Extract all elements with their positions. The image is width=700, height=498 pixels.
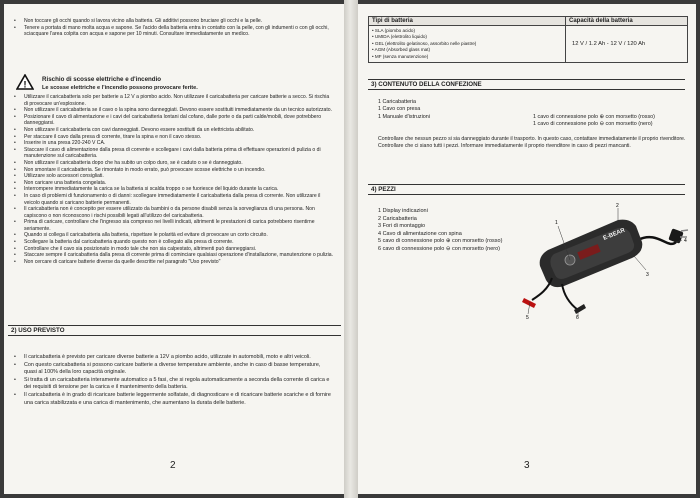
usage-item: • Con questo caricabatteria si possono caricare batterie a diverse temperature ambiente, anche in caso di basse temperature, quasi al 100% della loro capacità originale. [12, 362, 334, 377]
contents-note: Controllare che nessun pezzo si sia danneggiato durante il trasporto. In questo caso, contattare immediatamente il proprio rivenditore. Controllare che ci siano tutti i pezzi. Informare immediatamente il proprio rivenditore in caso di pezzi mancanti. [378, 136, 686, 150]
contents-item: 1 cavo di connessione polo ⊕ con morsetto (rosso) [533, 114, 655, 120]
contents-item: 1 Manuale d'istruzioni [378, 113, 430, 120]
warning-item: • Non utilizzare il caricabatteria con cavi danneggiati. Devono essere sostituiti da un elettricista abilitato. [12, 127, 334, 134]
battery-type: • SLA (piombo acido) [372, 28, 415, 33]
warning-item: • Non utilizzare il caricabatteria dopo che ha subito un colpo duro, se è caduto o se è danneggiato. [12, 160, 334, 167]
battery-type: • UMIDA (elettrolito liquido) [372, 34, 427, 40]
warning-item: • Posizionare il cavo di alimentazione e i cavi del caricabatteria lontani dal cofano, dalle porte o da parti calde/mobili, dove potrebbero danneggiarsi. [12, 114, 334, 127]
battery-type: • AGM (Absorbed glass mat) [372, 47, 431, 53]
charger-brand: E-BEAR [602, 227, 627, 242]
warning-item: • Scollegare la batteria dal caricabatteria quando questo non è collegato alla presa di corrente. [12, 239, 334, 246]
warning-bullets [12, 94, 334, 265]
right-page [358, 4, 696, 494]
warning-item: • In caso di problemi di funzionamento o di danni: scollegare immediatamente il caricabatteria dalla presa di corrente. Non utilizzare il veicolo quando si caricano batterie permanenti. [12, 193, 334, 206]
battery-capacity: 12 V / 1.2 Ah - 12 V / 120 Ah [566, 26, 688, 63]
section-contents: 3) CONTENUTO DELLA CONFEZIONE [368, 79, 685, 90]
parts-item: 4 Cavo di alimentazione con spina [378, 230, 462, 237]
book-gutter [344, 0, 358, 498]
warning-item: • Staccare sempre il caricabatteria dalla presa di corrente prima di cominciare qualsiasi operazione d'installazione, manutenzione o pulizia. [12, 252, 334, 259]
intro-item: • Non toccare gli occhi quando si lavora vicino alla batteria. Gli additivi possono bruciare gli occhi e la pelle. [12, 18, 334, 25]
warning-item: • Controllare che il cavo sia posizionato in modo tale che non sia calpestato, altrimenti può danneggiarsi. [12, 246, 334, 253]
warning-triangle-icon [16, 74, 34, 90]
warning-item: • Interrompere immediatamente la carica se la batteria si scalda troppo o se fuoriesce del liquido durante la carica. [12, 186, 334, 193]
usage-item: • Il caricabatteria è previsto per caricare diverse batterie a 12V a piombo acido, utilizzate in automobili, moto e altri veicoli. [12, 354, 334, 362]
warning-item: • Per staccare il cavo dalla presa di corrente, tirare la spina e non il cavo stesso. [12, 134, 334, 141]
warning-item: • Il caricabatteria non è concepito per essere utilizzato da bambini o da persone disabili senza la sorveglianza di una persona. Non capiscono o non riconoscono i rischi possibili legati all'utilizzo del caricabatteria. [12, 206, 334, 219]
parts-item: 2 Caricabatteria [378, 215, 417, 222]
warning-item: • Non smontare il caricabatteria. Se rimontato in modo errato, può provocare scosse elettriche o un incendio. [12, 167, 334, 174]
battery-type: • MF (senza manutenzione) [372, 53, 429, 59]
table-header-types: Tipi di batteria [369, 17, 566, 26]
parts-item: 1 Display indicazioni [378, 208, 428, 214]
parts-item: 6 cavo di connessione polo ⊖ con morsetto (nero) [378, 245, 501, 252]
callout-4: 4 [684, 238, 687, 244]
contents-item: 1 Caricabatteria [378, 99, 417, 105]
warning-item: • Quando si collega il caricabatteria alla batteria, rispettare le polarità ed evitare di provocare un corto circuito. [12, 232, 334, 239]
battery-type: • GEL (elettrolito gelatinoso, assorbito nelle piastre) [372, 40, 477, 46]
warning-item: • Utilizzare il caricabatteria solo per batterie a 12 V a piombo acido. Non utilizzare il caricabatteria per caricare batterie a secco. Si rischia di provocare un'esplosione. [12, 94, 334, 107]
warning-item: • Staccare il cavo di alimentazione dalla presa di corrente e scollegare i cavi dalla batteria prima di effettuare operazioni di pulizia o di manutenzione sul caricabatteria. [12, 147, 334, 160]
contents-item: 1 cavo di connessione polo ⊖ con morsetto (nero) [533, 121, 653, 128]
section-uso-previsto: 2) USO PREVISTO [8, 325, 341, 336]
battery-types-list [369, 26, 566, 63]
warning-item: • Prima di caricare, controllare che l'ingresso sia compreso nei livelli indicati, altrimenti le prestazioni di carica potrebbero risentirne seriamente. [12, 219, 334, 232]
parts-list [378, 208, 518, 254]
contents-list-right [533, 114, 693, 129]
contents-list-left [378, 99, 508, 121]
svg-text:!: ! [23, 79, 27, 90]
callout-2: 2 [616, 203, 619, 209]
usage-bullets [12, 354, 334, 407]
usage-item: • Il caricabatteria è in grado di ricaricare batterie leggermente solfatate, di diagnosticare e di ricaricare batterie scariche e di fornire una carica stabilizzata e una carica di mantenimento, che aumentano la durata delle batterie. [12, 392, 334, 407]
warning-title: Rischio di scosse elettriche e d'incendio [42, 76, 162, 83]
usage-item: • Si tratta di un caricabatteria interamente automatico a 5 fasi, che si regola automaticamente a seconda della corrente di carica e dei requisiti di tensione per la carica e il mantenimento della batteria. [12, 377, 334, 392]
page-number: 2 [170, 460, 176, 471]
table-header-capacity: Capacità della batteria [566, 17, 688, 26]
warning-item: • Non cercare di caricare batterie diverse da quelle descritte nel paragrafo "Uso previsto" [12, 259, 334, 266]
left-page [4, 4, 344, 494]
warning-item: • Non caricare una batteria congelata. [12, 180, 334, 187]
battery-types-table [368, 16, 688, 63]
parts-item: 3 Fori di montaggio [378, 223, 426, 230]
warning-item: • Non utilizzare il caricabatteria se il cavo o la spina sono danneggiati. Devono essere sostituiti immediatamente da un tecnico autorizzato. [12, 107, 334, 114]
callout-6: 6 [576, 315, 579, 320]
intro-bullets [12, 18, 334, 38]
callout-1: 1 [555, 220, 558, 226]
page-number: 3 [524, 460, 530, 471]
warning-subtitle: Le scosse elettriche e l'incendio possono provocare ferite. [42, 85, 198, 91]
warning-item: • Inserire in una presa 220-240 V CA. [12, 140, 334, 147]
intro-item: • Tenere a portata di mano molta acqua e sapone. Se l'acido della batteria entra in contatto con la pelle, con gli indumenti o con gli occhi, sciacquare l'area colpita con acqua e sapone per 10 minuti. Consultare immediatamente un medico. [12, 25, 334, 38]
warning-item: • Utilizzare solo accessori consigliati. [12, 173, 334, 180]
callout-5: 5 [526, 315, 529, 320]
contents-item: 1 Cavo con presa [378, 106, 421, 113]
section-parts: 4) PEZZI [368, 184, 685, 195]
callout-3: 3 [646, 272, 649, 278]
charger-illustration [518, 200, 690, 320]
parts-item: 5 cavo di connessione polo ⊕ con morsetto (rosso) [378, 238, 503, 245]
